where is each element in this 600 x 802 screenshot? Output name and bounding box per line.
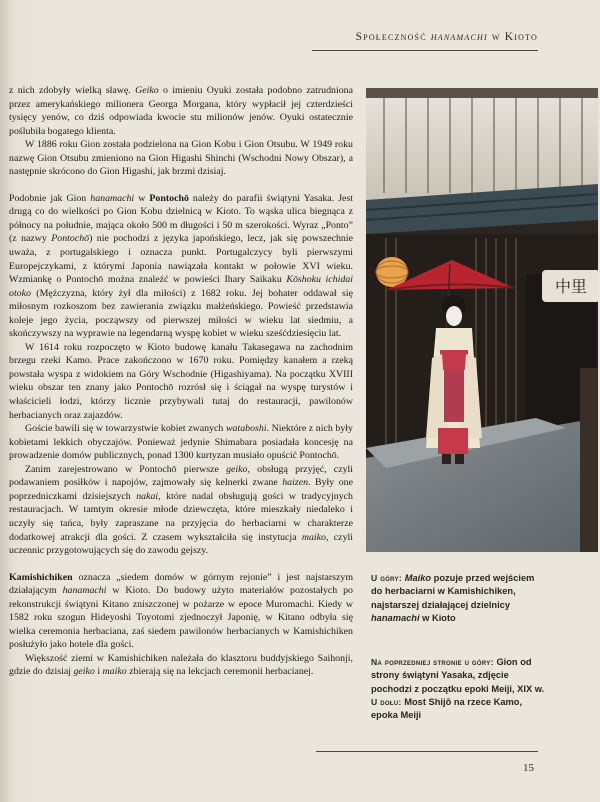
maiko-photo-illustration (366, 88, 598, 552)
text-run: w Kioto. Do budowy użyto materiałów pozostałych po rekonstrukcji świątyni Kitano zniszczonej w pożarze w epoce Muromachi. Kiedy w 1582 roku szogun Hideyoshi Toyotomi zjednoczył Japonię, w Kitano odbyła się wielka ceremonia herbaciana, zaś siedem pawilonów herbacianych w Kamishichiken posłużyło jako hotele dla gości. (9, 585, 353, 651)
text-run: hanamachi (62, 585, 107, 597)
text-run: . Niektóre z nich były kobietami lekkich obyczajów. Ponieważ jedynie Shimabara posiadała koncesję na prowadzenie domów publicznych, ponad 1300 kurtyzan musiało opuścić Pontochō. (9, 423, 353, 462)
text-run: Kamishichiken (9, 571, 73, 583)
photo-caption (371, 572, 543, 625)
text-run: geiko (73, 666, 95, 678)
page-number: 15 (523, 762, 534, 774)
paragraph-3 (9, 192, 353, 341)
caption-lead-top: Na poprzedniej stronie u góry: (371, 657, 497, 667)
paragraph-5 (9, 422, 353, 463)
paragraph-4 (9, 341, 353, 422)
caption-text: pozuje przed wejściem do herbaciarni w Kamishichiken, najstarszej działającej dzielnicy (371, 573, 535, 610)
text-run: Goście bawili się w towarzystwie kobiet zwanych (25, 423, 226, 435)
paragraph-7 (9, 571, 353, 652)
text-run: haizen (282, 477, 309, 489)
text-run: Pontochō (51, 233, 90, 245)
caption-emphasis-2: hanamachi (371, 612, 420, 623)
caption-lead: U góry: (371, 573, 405, 583)
text-run: w (134, 192, 150, 204)
text-run: , czyli uczennic przygotowujących się do zawodu gejszy. (9, 531, 353, 557)
paragraph-1 (9, 84, 353, 138)
text-run: (Mężczyzna, który żył dla miłości) z 1682 roku. Jej bohater oddawał się miłosnym rozkoszom bez zawierania związku małżeńskiego. Powieść przedstawia koleje jego życia, począwszy od pierwszej miłości w wieku lat siedmiu, a skończywszy na wyprawie na legendarną wyspę kobiet w wieku sześćdziesięciu lat. (9, 287, 353, 340)
text-run: ) nie pochodzi z języka japońskiego, lecz, jak się powszechnie uważa, z portugalskiego i oznacza punkt. Portugalczycy byli pierwszymi Europejczykami, z którymi Japonia nawiązała kontakt w połowie XVI wieku. Wzmiankę o Pontochō można znaleźć w powieści Ihary Saikaku (9, 233, 353, 286)
text-run: należy do parafii świątyni Yasaka. Jest drugą co do wielkości po Gion Kobu dzielnicą w Kioto. To wąska ulica biegnąca z północy na południe, mająca około 500 m długości i 50 m szerokości. Wyraz „Ponto” (z nazwy (9, 192, 354, 245)
caption-lead-bottom: U dołu: (371, 696, 405, 707)
paragraph-2 (9, 138, 353, 179)
running-head (356, 31, 538, 43)
paragraph-6 (9, 463, 353, 558)
text-run: W 1886 roku Gion została podzielona na Gion Kobu i Gion Otsubu. W 1949 roku nazwę Gion Otsubu zmieniono na Gion Higashi Shinchi (Wschodni Nowy Obszar), a następnie skrócono do Gion Higashi, jak brzmi dzisiaj. (9, 139, 353, 178)
body-text-column (9, 84, 353, 679)
text-run: maiko (301, 531, 326, 543)
text-run: i (94, 666, 103, 678)
running-head-emphasis: hanamachi (430, 31, 488, 43)
text-run: , które nadal obsługują gości w tradycyjnych restauracjach. W tamtym okresie młode dziewczęta, które mieszkały niedaleko i uczyły się tańca, były zapraszane na przyjęcia do herbaciarni w charakterze dodatkowej atrakcji dla gości. Z czasem wykształciła się instytucja (9, 490, 353, 543)
text-run: z nich zdobyły wielką sławę. (9, 85, 136, 96)
previous-page-caption (371, 656, 549, 722)
text-run: maiko (102, 666, 127, 678)
paragraph-8 (9, 652, 353, 679)
text-run: geiko (226, 463, 248, 475)
caption-emphasis: Maiko (404, 573, 432, 583)
text-run: W 1614 roku rozpoczęto w Kioto budowę kanału Takasegawa na zachodnim brzegu rzeki Kamo. Prace zakończono w 1670 roku. Pomiędzy kanałem a rzeką powstała wyspa z widokiem na Góry Wschodnie (Higashiyama). Na początku XVIII wieku obszar ten znany jako Pontochō rozrósł się i ściągał na wyspę turystów i właścicieli łodzi, którzy licznie przybywali tutaj do restauracji, pawilonów herbacianych oraz zajazdów. (9, 341, 353, 421)
text-run: Pontochō (149, 192, 189, 204)
text-run: zbierają się na lekcjach ceremonii herbacianej. (126, 666, 314, 678)
text-run: Kōshoku ichidai otoko (9, 274, 353, 299)
caption-text-bottom: Most Shijō na rzece Kamo, epoka Meiji (371, 696, 523, 721)
text-run: , obsługą przyjęć, czyli podawaniem posiłków i napojów, zajmowały się kelnerki zwane (9, 463, 353, 489)
text-run: nakai (136, 490, 159, 502)
text-run: o imieniu Oyuki została podobno zatrudniona przez amerykańskiego milionera Georga Morgana, który wypłacił jej czterdzieści tysięcy yenów, co dziś odpowiada kwocie stu milionów jenów. Oyuki ostatecznie poślubiła bogatego klienta. (9, 85, 353, 137)
text-run: . Były one poprzedniczkami dzisiejszych (9, 477, 353, 502)
text-run: Podobnie jak Gion (9, 192, 91, 204)
caption-text-end: w Kioto (419, 612, 456, 623)
running-head-text-end: w Kioto (487, 31, 538, 43)
footer-rule (316, 751, 538, 752)
text-run: oznacza „siedem domów w górnym rejonie” i jest najstarszym działającym (9, 571, 353, 597)
text-run: Zanim zarejestrowano w Pontochō pierwsze (25, 463, 227, 475)
text-run: wataboshi (225, 423, 267, 435)
maiko-photo (366, 88, 598, 552)
shop-sign-text: 中里 (554, 277, 588, 296)
running-head-text: Społeczność (355, 31, 431, 43)
text-run: Większość ziemi w Kamishichiken należała do klasztoru buddyjskiego Saihonji, gdzie do dzisiaj (9, 652, 353, 678)
caption-text-top: Gion od strony świątyni Yasaka, zdjęcie pochodzi z początku epoki Meiji, XIX w. (371, 657, 545, 694)
text-run: Geiko (135, 85, 159, 96)
header-rule (312, 50, 538, 51)
text-run: hanamachi (90, 192, 135, 204)
